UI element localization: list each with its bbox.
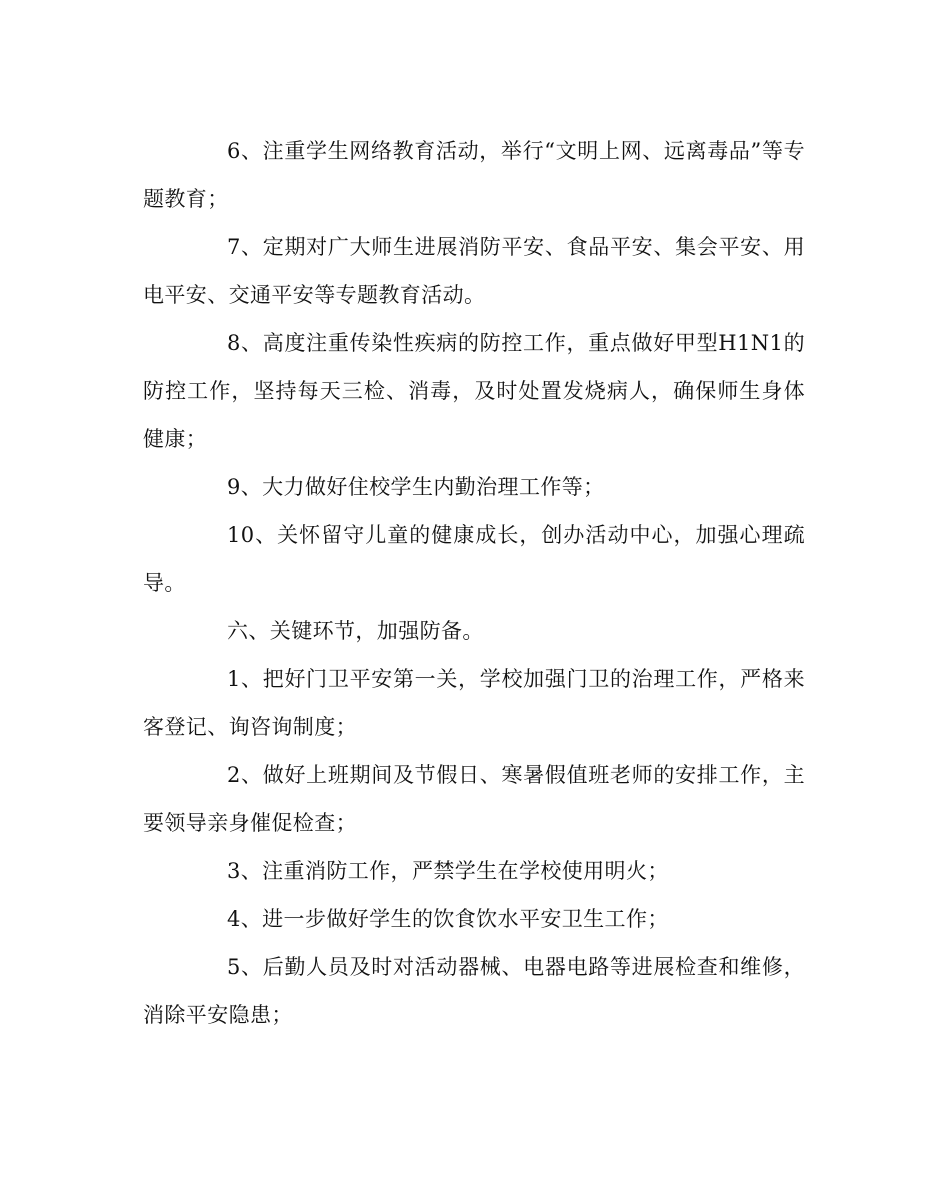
document-body [143,127,805,1039]
paragraph-item-3: 3、注重消防工作，严禁学生在学校使用明火； [227,859,669,883]
paragraph-item-2: 2、做好上班期间及节假日、寒暑假值班老师的安排工作，主要领导亲身催促检查； [143,763,805,835]
section-heading-six: 六、关键环节，加强防备。 [227,619,484,643]
paragraph-item-8: 8、高度注重传染性疾病的防控工作，重点做好甲型H1N1的防控工作，坚持每天三检、消毒，及时处置发烧病人，确保师生身体健康； [143,331,805,451]
paragraph-item-1: 1、把好门卫平安第一关，学校加强门卫的治理工作，严格来客登记、询咨询制度； [143,667,805,739]
paragraph-item-9: 9、大力做好住校学生内勤治理工作等； [227,475,605,499]
paragraph-item-10: 10、关怀留守儿童的健康成长，创办活动中心，加强心理疏导。 [143,523,805,595]
paragraph-item-6: 6、注重学生网络教育活动，举行“文明上网、远离毒品”等专题教育； [143,139,805,211]
paragraph-item-4: 4、进一步做好学生的饮食饮水平安卫生工作； [227,907,669,931]
paragraph-item-7: 7、定期对广大师生进展消防平安、食品平安、集会平安、用电平安、交通平安等专题教育活动。 [143,235,805,307]
paragraph-item-5: 5、后勤人员及时对活动器械、电器电路等进展检查和维修，消除平安隐患； [143,955,805,1027]
